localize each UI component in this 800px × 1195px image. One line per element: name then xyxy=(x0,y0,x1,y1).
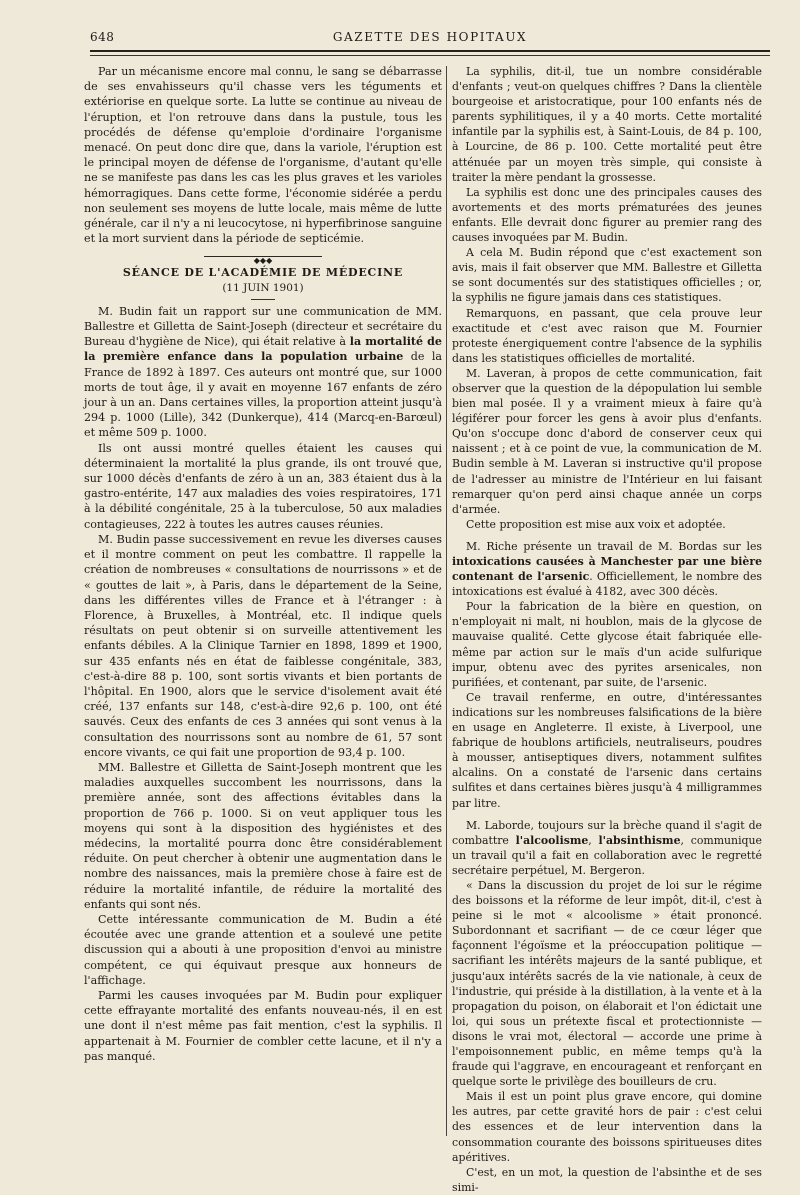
paragraph: La syphilis, dit-il, tue un nombre considérable d'enfants ; veut-on quelques chiffres ? Dans la clientèle bourgeoise et aristocratique, pour 100 enfants nés de parents syphilitiques, il y a 40 morts. Cette mortalité infantile par la syphilis est, à Saint-Louis, de 84 p. 100, à Lourcine, de 86 p. 100. Cette mortalité peut être atténuée par un moyen très simple, qui consiste à traiter la mère pendant la grossesse. xyxy=(452,65,762,184)
running-head xyxy=(90,28,770,48)
text-run: M. Budin fait un rapport sur une communication de MM. Ballestre et Gilletta de Saint-Joseph (directeur et secrétaire du Bureau d'hygiène de Nice), qui était relative à xyxy=(84,304,442,349)
paragraph: Mais il est un point plus grave encore, qui domine les autres, par cette gravité hors de pair : c'est celui des essences et de leur intervention dans la consommation courante des boissons spiritueuses dites apéritives. xyxy=(452,1090,762,1164)
header-rule-thin xyxy=(90,55,770,56)
text-run: . Officiellement, le nombre des intoxications est évalué à 4182, avec 300 décès. xyxy=(452,570,762,599)
paragraph: Cette intéressante communication de M. Budin a été écoutée avec une grande attention et a soulevé une petite discussion qui a abouti à une proposition d'envoi au ministre compétent, ce qui équivaut presque aux honneurs de l'affichage. xyxy=(84,912,442,987)
paragraph: Pour la fabrication de la bière en question, on n'employait ni malt, ni houblon, mais de la glycose de mauvaise qualité. Cette glycose était fabriquée elle-même par action sur le maïs d'un acide sulfurique impur, obtenu avec des pyrites arsenicales, non purifiées, et contenant, par suite, de l'arsenic. xyxy=(452,600,762,689)
paragraph: M. Laveran, à propos de cette communication, fait observer que la question de la dépopulation lui semble bien mal posée. Il y a vraiment mieux à faire qu'à légiférer pour forcer les gens à avoir plus d'enfants. Qu'on s'occupe donc d'abord de conserver ceux qui naissent ; et à ce point de vue, la communication de M. Budin semble à M. Laveran si instructive qu'il propose de l'adresser au ministre de l'Intérieur en lui faisant remarquer qu'on perd ainsi chaque année un corps d'armée. xyxy=(452,366,762,516)
paragraph: A cela M. Budin répond que c'est exactement son avis, mais il fait observer que MM. Ballestre et Gilletta se sont documentés sur des statistiques officielles ; or, la syphilis ne figure jamais dans ces statistiques. xyxy=(452,246,762,305)
paragraph: « Dans la discussion du projet de loi sur le régime des boissons et la réforme de leur impôt, dit-il, c'est à peine si le mot « alcoolisme » était prononcé. Subordonnant et sacrifiant — de ce cœur léger que façonnent l'égoïsme et la préoccupation politique — sacrifiant les intérêts majeurs de la santé publique, et jusqu'aux intérêts sacrés de la vie nationale, à ceux de l'industrie, qui préside à la distillation, à la vente et à la propagation du poison, on élaborait et l'on édictait une loi, qui sous un prétexte fiscal et protectionniste — disons le vrai mot, électoral — accorde une prime à l'empoisonnement public, en même temps qu'à la fraude qui l'aggrave, en encourageant et renforçant en quelque sorte le privilège des bouilleurs de cru. xyxy=(452,878,762,1089)
page-number: 648 xyxy=(90,30,115,44)
bold-topic: l'alcoolisme xyxy=(515,833,589,847)
paragraph xyxy=(452,818,762,878)
bold-topic: l'absinthisme xyxy=(598,833,681,847)
paragraph: Par un mécanisme encore mal connu, le sang se débarrasse de ses envahisseurs qu'il chasse vers les téguments et extériorise en quelque sorte. La lutte se continue au niveau de l'éruption, et l'on retrouve dans dans la pustule, tous les procédés de défense qu'emploie d'ordinaire l'organisme menacé. On peut donc dire que, dans la variole, l'éruption est le principal moyen de défense de l'organisme, d'autant qu'elle ne se manifeste pas dans les cas les plus graves et les varioles hémorragiques. Dans cette forme, l'économie sidérée a perdu non seulement ses moyens de lutte locale, mais même de lutte générale, car il n'y a ni leucocytose, ni hyperfibrinose sanguine et la mort survient dans la période de septicémie. xyxy=(84,65,442,246)
section-date: (11 JUIN 1901) xyxy=(222,281,304,294)
right-column xyxy=(452,64,762,1195)
bold-topic: la mortalité de la première enfance dans la population urbaine xyxy=(84,335,442,364)
section-title: SÉANCE DE L'ACADÉMIE DE MÉDECINE xyxy=(122,266,404,280)
text-run: , communique un travail qu'il a fait en collaboration avec le regretté secrétaire perpétuel, M. Bergeron. xyxy=(452,833,762,877)
paragraph: Ce travail renferme, en outre, d'intéressantes indications sur les nombreuses falsifications de la bière en usage en Angleterre. Il existe, à Liverpool, une fabrique de houblons artificiels, neutraliseurs, poudres à mousser, antiseptiques divers, notamment sulfites alcalins. On a constaté de l'arsenic dans certains sulfites et dans certaines bières jusqu'à 4 milligrammes par litre. xyxy=(452,690,762,810)
text-run: M. Laborde, toujours sur la brèche quand il s'agit de combattre xyxy=(452,818,762,847)
paragraph xyxy=(84,304,442,441)
text-run: M. Riche présente un travail de M. Bordas sur les xyxy=(466,539,762,553)
paragraph: La syphilis est donc une des principales causes des avortements et des morts prématurées des jeunes enfants. Elle devrait donc figurer au premier rang des causes invoquées par M. Budin. xyxy=(452,185,762,245)
short-rule xyxy=(251,299,275,300)
text-run: de la France de 1892 à 1897. Ces auteurs ont montré que, sur 1000 morts de tout âge, il y avait en moyenne 167 enfants de zéro jour à un an. Dans certaines villes, la proportion atteint jusqu'à 294 p. 1000 (Lille), 342 (Dunkerque), 414 (Marcq-en-Barœul) et même 509 p. 1000. xyxy=(84,350,442,440)
paragraph: Ils ont aussi montré quelles étaient les causes qui déterminaient la mortalité la plus grande, ils ont trouvé que, sur 1000 décès d'enfants de zéro à un an, 383 étaient dus à la gastro-entérite, 147 aux maladies des voies respiratoires, 171 à la débilité congénitale, 25 à la tuberculose, 50 aux maladies contagieuses, 222 à toutes les autres causes réunies. xyxy=(84,441,442,531)
text-run: , xyxy=(588,833,599,847)
paragraph: Cette proposition est mise aux voix et adoptée. xyxy=(466,517,726,531)
paragraph xyxy=(452,539,762,599)
paragraph: C'est, en un mot, la question de l'absinthe et de ses simi- xyxy=(452,1165,762,1194)
bold-topic: intoxications causées à Manchester par une bière contenant de l'arsenic xyxy=(452,555,762,584)
journal-title: GAZETTE DES HOPITAUX xyxy=(332,30,528,44)
header-rule xyxy=(90,50,770,52)
column-divider xyxy=(446,66,447,1136)
paragraph: MM. Ballestre et Gilletta de Saint-Joseph montrent que les maladies auxquelles succombent les nourrissons, dans la première année, sont des affections évitables dans la proportion de 766 p. 1000. Si on veut appliquer tous les moyens qui sont à la disposition des hygiénistes et des médecins, la mortalité pourra donc être considérablement réduite. On peut chercher à obtenir une augmentation dans le nombre des naissances, mais la première chose à faire est de réduire la mortalité infantile, de réduire la mortalité des enfants qui sont nés. xyxy=(84,760,442,911)
paragraph: M. Budin passe successivement en revue les diverses causes et il montre comment on peut les combattre. Il rappelle la création de nombreuses « consultations de nourrissons » et de « gouttes de lait », à Paris, dans le département de la Seine, dans les différentes villes de France et à l'étranger : à Florence, à Bruxelles, à Montréal, etc. Il indique quels résultats on peut obtenir si on surveille attentivement les enfants débiles. A la Clinique Tarnier en 1898, 1899 et 1900, sur 435 enfants nés en état de faiblesse congénitale, 383, c'est-à-dire 88 p. 100, sont sortis vivants et bien portants de l'hôpital. En 1900, alors que le service d'isolement avait été créé, 137 enfants sur 148, c'est-à-dire 92,6 p. 100, ont été sauvés. Ceux des enfants de ces 3 années qui sont venus à la consultation des nourrissons sont au nombre de 61, 57 sont encore vivants, ce qui fait une proportion de 93,4 p. 100. xyxy=(84,532,442,759)
paragraph: Remarquons, en passant, que cela prouve leur exactitude et c'est avec raison que M. Fournier proteste énergiquement contre l'absence de la syphilis dans les statistiques officielles de mortalité. xyxy=(452,306,762,365)
ornament-glyph: ◆◆◆ xyxy=(250,257,276,265)
paragraph: Parmi les causes invoquées par M. Budin pour expliquer cette effrayante mortalité des enfants nouveau-nés, il en est une dont il n'est même pas fait mention, c'est la syphilis. Il appartenait à M. Fournier de combler cette lacune, et il n'y a pas manqué. xyxy=(84,988,442,1063)
left-column xyxy=(84,64,442,1064)
section-ornament xyxy=(84,252,442,266)
